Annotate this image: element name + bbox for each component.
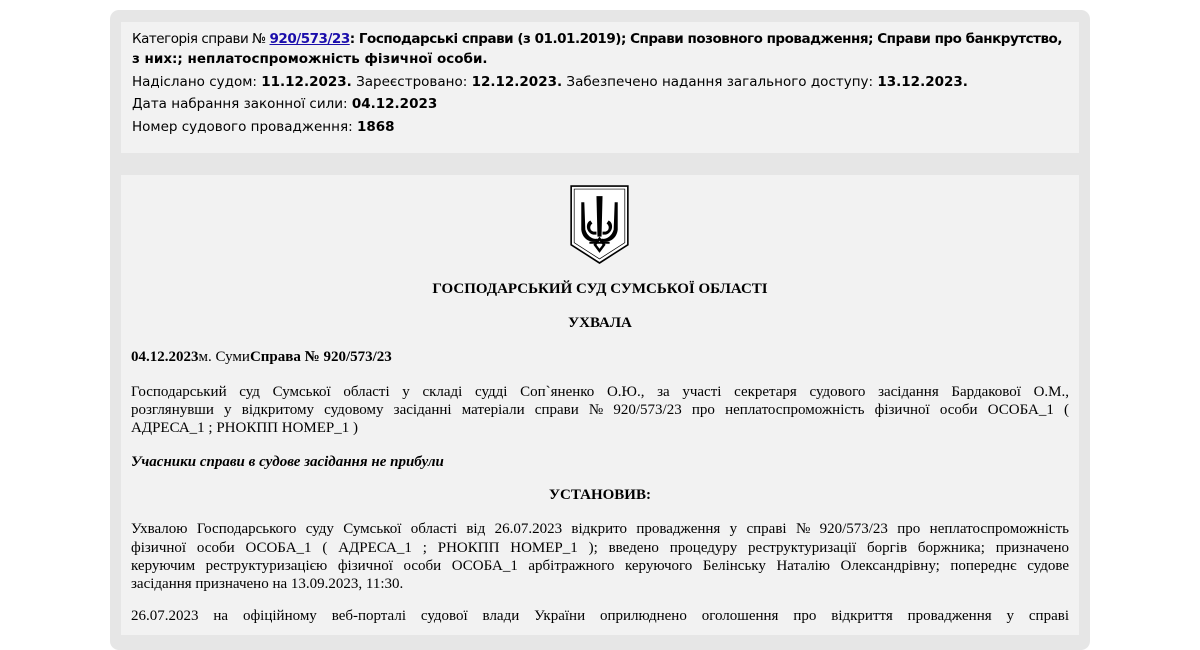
intro-line-1: Господарський суд Сумської області у складі судді Соп`яненко О.Ю., за участі секретаря судового засідання Бардакової О.М., (131, 384, 1069, 400)
body-line-2: фізичної особи ОСОБА_1 ( АДРЕСА_1 ; РНОКПП НОМЕР_1 ); введено процедуру реструктуризації боргів боржника; призначено (131, 540, 1069, 556)
date-city-case-line (131, 349, 392, 366)
category-value-2: з них:; неплатоспроможність фізичної особи. (132, 51, 488, 67)
body-line-3: керуючим реструктуризацією фізичної особи ОСОБА_1 арбітражного керуючого Белінську Наталію Олександрівну; попереднє судове (131, 558, 1069, 574)
proceeding-line (132, 119, 395, 135)
established-heading: УСТАНОВИВ: (549, 487, 651, 503)
document-body (121, 175, 1079, 635)
document-type: УХВАЛА (568, 315, 632, 331)
case-meta-panel (121, 22, 1079, 153)
case-number-link[interactable]: 920/573/23 (269, 31, 350, 47)
case-label: Справа № 920/573/23 (249, 349, 392, 365)
access-date: 13.12.2023. (877, 74, 968, 90)
registered-label: Зареєстровано: (351, 74, 472, 90)
category-line (132, 31, 1062, 47)
sent-label: Надіслано судом: (132, 74, 262, 90)
category-value: : Господарські справи (з 01.01.2019); Справи позовного провадження; Справи про банкрутство, (349, 31, 1063, 47)
registered-date: 12.12.2023. (471, 74, 563, 90)
force-line (132, 96, 437, 112)
category-label: Категорія справи № (132, 31, 270, 47)
force-label: Дата набрання законної сили: (132, 96, 352, 112)
body-next-line: 26.07.2023 на офіційному веб-порталі судової влади України оприлюднено оголошення про відкриття провадження у справі (131, 608, 1069, 624)
body-line-4: засідання призначено на 13.09.2023, 11:30. (131, 576, 404, 592)
decision-date: 04.12.2023 (131, 349, 199, 365)
sent-date: 11.12.2023. (261, 74, 352, 90)
proceeding-label: Номер судового провадження: (132, 119, 357, 135)
intro-line-2: розглянувши у відкритому судовому засіданні матеріали справи № 920/573/23 про неплатоспроможність фізичної особи ОСОБА_1 ( (131, 402, 1069, 418)
intro-line-3: АДРЕСА_1 ; РНОКПП НОМЕР_1 ) (131, 420, 359, 436)
dates-line (132, 74, 968, 90)
participants-note: Учасники справи в судове засідання не прибули (131, 454, 444, 470)
trident-icon (569, 184, 630, 265)
court-name: ГОСПОДАРСЬКИЙ СУД СУМСЬКОЇ ОБЛАСТІ (432, 281, 768, 297)
category-line-2 (132, 51, 488, 67)
access-label: Забезпечено надання загального доступу: (562, 74, 878, 90)
proceeding-number: 1868 (356, 119, 395, 135)
city: м. Суми (198, 349, 250, 365)
force-date: 04.12.2023 (351, 96, 438, 112)
body-line-1: Ухвалою Господарського суду Сумської області від 26.07.2023 відкрито провадження у справі № 920/573/23 про неплатоспроможність (131, 521, 1069, 537)
